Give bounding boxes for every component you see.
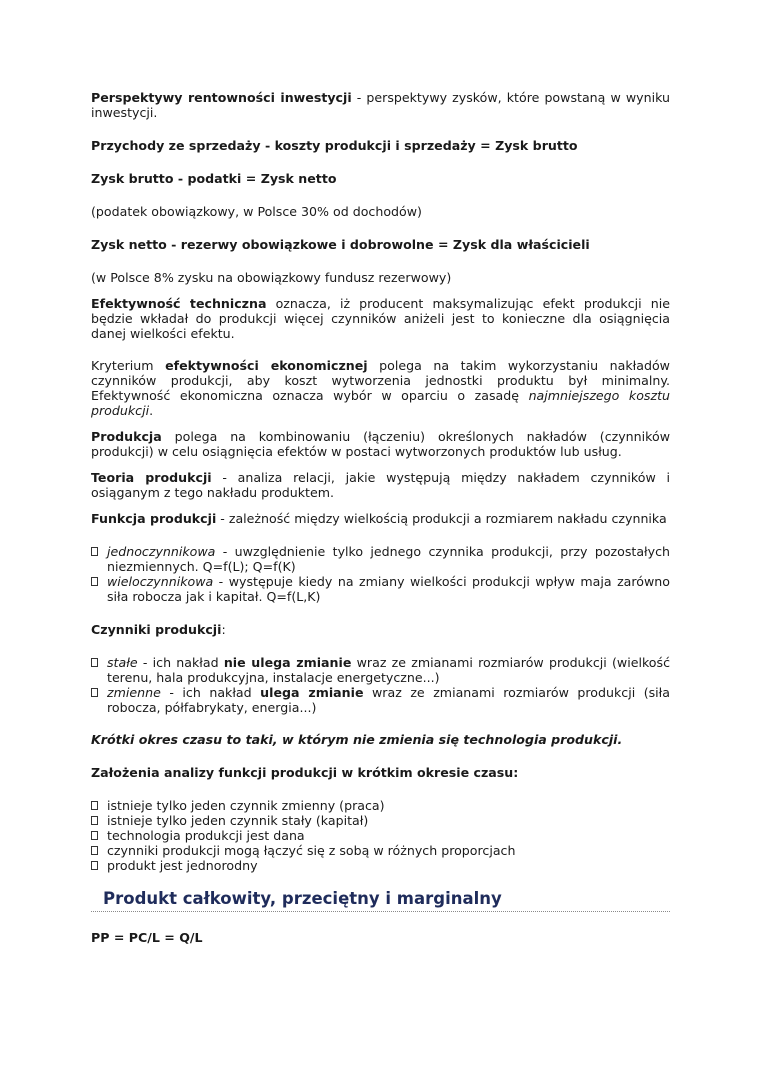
text: . xyxy=(149,403,154,418)
text: - ich nakład xyxy=(137,655,224,670)
list-function-types xyxy=(91,544,670,604)
list-item xyxy=(91,544,670,574)
paragraph-assumptions: Założenia analizy funkcji produkcji w krótkim okresie czasu: xyxy=(91,765,519,780)
bullet-icon xyxy=(91,843,107,858)
text: : xyxy=(221,622,226,637)
list-item-text xyxy=(107,544,670,574)
list-item-text: istnieje tylko jeden czynnik zmienny (praca) xyxy=(107,798,385,813)
list-item xyxy=(91,858,670,873)
term: Teoria produkcji xyxy=(91,470,212,485)
definition: - zależność między wielkością produkcji a rozmiarem nakładu czynnika xyxy=(216,511,667,526)
italic-text: jednoczynnikowa xyxy=(107,544,216,559)
text: - występuje kiedy na zmiany wielkości produkcji wpływ maja zarówno siła robocza jak i kapitał. Q=f(L,K) xyxy=(107,574,670,604)
paragraph-investment-profitability xyxy=(91,90,670,120)
text: wraz ze zmianami rozmiarów produkcji (siła robocza, półfabrykaty, energia...) xyxy=(107,685,670,715)
definition: polega na kombinowaniu (łączeniu) określonych nakładów (czynników produkcji) w celu osiągnięcia efektów w postaci wytworzonych produktów lub usług. xyxy=(91,429,670,459)
list-item-text: produkt jest jednorodny xyxy=(107,858,258,873)
list-item-text: czynniki produkcji mogą łączyć się z sobą w różnych proporcjach xyxy=(107,843,516,858)
list-item-text xyxy=(107,655,670,685)
bullet-icon xyxy=(91,858,107,873)
term: Perspektywy rentowności inwestycji xyxy=(91,90,352,105)
paragraph-production-factors xyxy=(91,622,670,637)
bullet-icon xyxy=(91,655,107,670)
definition: - perspektywy zysków, które powstaną w wyniku inwestycji. xyxy=(91,90,670,120)
formula-net-profit: Zysk brutto - podatki = Zysk netto xyxy=(91,171,337,186)
bullet-icon xyxy=(91,798,107,813)
term: Efektywność techniczna xyxy=(91,296,267,311)
paragraph-short-period: Krótki okres czasu to taki, w którym nie zmienia się technologia produkcji. xyxy=(91,732,623,747)
italic-text: stałe xyxy=(107,655,138,670)
italic-text: najmniejszego kosztu produkcji xyxy=(91,388,671,418)
text: - ich nakład xyxy=(160,685,261,700)
list-item xyxy=(91,843,670,858)
list-item xyxy=(91,798,670,813)
bullet-icon xyxy=(91,813,107,828)
formula-gross-profit: Przychody ze sprzedaży - koszty produkcji i sprzedaży = Zysk brutto xyxy=(91,138,578,153)
list-item-text xyxy=(107,685,670,715)
paragraph-technical-efficiency xyxy=(91,296,670,341)
list-item xyxy=(91,685,670,715)
paragraph-production-theory xyxy=(91,470,670,500)
list-factor-types xyxy=(91,655,670,715)
term: efektywności ekonomicznej xyxy=(165,358,368,373)
paragraph-production-function xyxy=(91,511,670,526)
formula-owner-profit: Zysk netto - rezerwy obowiązkowe i dobrowolne = Zysk dla właścicieli xyxy=(91,237,590,252)
text: wraz ze zmianami rozmiarów produkcji (wielkość terenu, hala produkcyjna, instalacje energetyczne...) xyxy=(107,655,671,685)
term: Produkcja xyxy=(91,429,162,444)
list-item-text: istnieje tylko jeden czynnik stały (kapitał) xyxy=(107,813,369,828)
definition: - analiza relacji, jakie występują między nakładem czynników i osiąganym z tego nakładu produktem. xyxy=(91,470,670,500)
list-item xyxy=(91,828,670,843)
italic-text: zmienne xyxy=(107,685,161,700)
paragraph-production xyxy=(91,429,670,459)
formula-average-product: PP = PC/L = Q/L xyxy=(91,930,203,945)
bullet-icon xyxy=(91,685,107,700)
paragraph-economic-efficiency xyxy=(91,358,670,418)
list-item-text: technologia produkcji jest dana xyxy=(107,828,305,843)
list-assumptions xyxy=(91,798,670,873)
list-item-text xyxy=(107,574,670,604)
bullet-icon xyxy=(91,544,107,559)
term: Funkcja produkcji xyxy=(91,511,217,526)
bullet-icon xyxy=(91,828,107,843)
text: polega na takim wykorzystaniu nakładów czynników produkcji, aby koszt wytworzenia jednostki produktu był minimalny. Efektywność ekonomiczna oznacza wybór w oparciu o zasadę xyxy=(91,358,670,403)
section-heading-wrapper xyxy=(91,889,670,912)
list-item xyxy=(91,655,670,685)
note-tax: (podatek obowiązkowy, w Polsce 30% od dochodów) xyxy=(91,204,422,219)
bullet-icon xyxy=(91,574,107,589)
text: - uwzględnienie tylko jednego czynnika produkcji, przy pozostałych niezmiennych. Q=f(L); Q=f(K) xyxy=(107,544,670,574)
bold-text: nie ulega zmianie xyxy=(223,655,352,670)
text: Kryterium xyxy=(91,358,166,373)
document-body xyxy=(91,90,670,945)
bold-text: ulega zmianie xyxy=(260,685,364,700)
list-item xyxy=(91,574,670,604)
definition: oznacza, iż producent maksymalizując efekt produkcji nie będzie wkładał do produkcji więcej czynników aniżeli jest to konieczne dla osiągnięcia danej wielkości efektu. xyxy=(91,296,670,341)
note-reserve: (w Polsce 8% zysku na obowiązkowy fundusz rezerwowy) xyxy=(91,270,452,285)
italic-text: wieloczynnikowa xyxy=(107,574,214,589)
list-item xyxy=(91,813,670,828)
section-heading: Produkt całkowity, przeciętny i marginalny xyxy=(103,889,502,908)
term: Czynniki produkcji xyxy=(91,622,222,637)
